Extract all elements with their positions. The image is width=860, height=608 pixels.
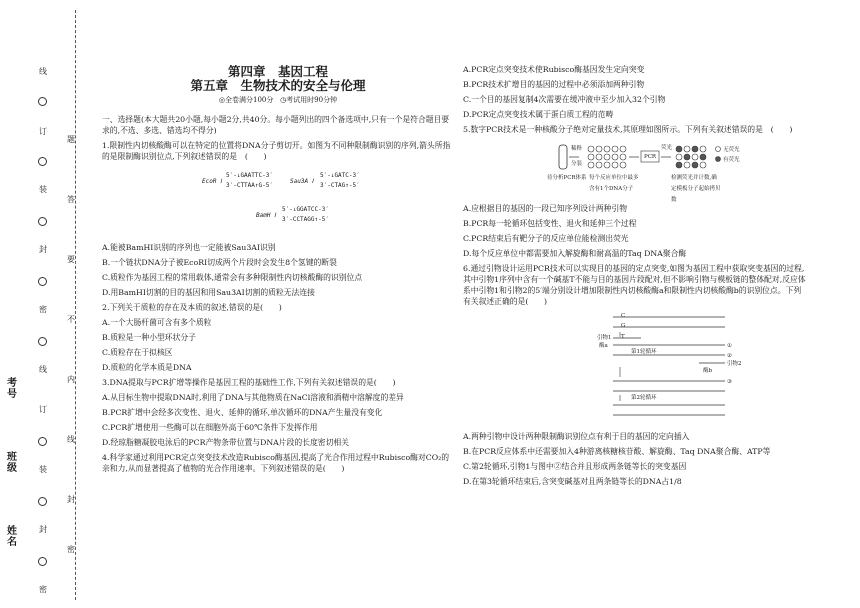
seal-char: 密 — [39, 305, 47, 314]
chapter-five-title: 第五章 生物技术的安全与伦理 — [190, 78, 366, 93]
question-6: 6.通过引物设计运用PCR技术可以实现目的基因的定点突变,如图为基因工程中获取突变基因的过程,其中引物1序列中含有一个碱基T不能与目的基因片段配对,但不影响引物与模板链的整体配对,反应体系中引物1和引物2的5′端分别设计增加限制性内切核酸酶a和限制性内切核酸酶b的识别位点。下列有关叙述正确的是( ) — [463, 264, 806, 306]
enzyme-a-label: 酶a — [599, 343, 608, 349]
dilute-label: 稀释 — [571, 146, 583, 152]
q2-option-b: B.质粒是一种小型环状分子 — [102, 333, 196, 342]
primer1-label: 引物1 — [597, 335, 612, 341]
class-field: 班级 — [7, 452, 17, 474]
exam-meta — [102, 95, 454, 106]
caption-detect-count: 检测荧光并计数,确定模板分子起始拷贝数 — [671, 175, 721, 203]
chapter-four-title: 第四章 基因工程 — [227, 64, 328, 79]
q2-option-a: A.一个大肠杆菌可含有多个质粒 — [102, 318, 212, 327]
seal-dashed-line — [75, 10, 76, 600]
caption-pcr-system: 待分析PCR体系 — [547, 175, 587, 181]
seal-char: 答 — [67, 195, 75, 204]
q1-option-d: D.用BamHⅠ切割的目的基因和用Sau3AⅠ切割的质粒无法连接 — [102, 288, 315, 297]
seal-char: 线 — [39, 365, 47, 374]
exam-time: 考试用时90分钟 — [286, 96, 338, 104]
ecori-label: EcoR Ⅰ — [202, 178, 222, 185]
bamhi-bottom-strand: 3′-CCTAGG↑-5′ — [282, 216, 329, 223]
restriction-enzyme-figure — [102, 166, 454, 236]
full-score: 全卷满分100分 — [225, 96, 274, 104]
question-4: 4.科学家通过利用PCR定点突变技术改造Rubisco酶基因,提高了光合作用过程中Rubisco酶对CO₂的亲和力,从而显著提高了植物的光合作用速率。下列叙述错误的是( ) — [102, 453, 450, 473]
binding-margin — [0, 0, 88, 608]
binding-hole — [38, 497, 47, 506]
bamhi-top-strand: 5′-↓GGATCC-3′ — [282, 206, 329, 213]
seal-char: 线 — [67, 435, 75, 444]
seal-char: 装 — [39, 185, 47, 194]
question-3: 3.DNA提取与PCR扩增等操作是基因工程的基础性工作,下列有关叙述错误的是( ) — [102, 378, 396, 387]
sau3ai-label: Sau3A Ⅰ — [290, 178, 314, 185]
enzyme-b-label: 酶b — [703, 368, 713, 374]
seal-char: 封 — [39, 245, 47, 254]
q5-option-c: C.PCR结束后有靶分子的反应单位能检测出荧光 — [463, 234, 629, 243]
digital-pcr-figure — [463, 139, 808, 203]
seal-char: 封 — [67, 495, 75, 504]
primer2-label: 引物2 — [727, 361, 742, 367]
question-2: 2.下列关于质粒的存在及本质的叙述,错误的是( ) — [102, 303, 282, 312]
seal-char: 密 — [39, 585, 47, 594]
q3-option-a: A.从目标生物中提取DNA时,利用了DNA与其他物质在NaCl溶液和酒精中溶解度的差异 — [102, 393, 404, 402]
seal-char: 内 — [67, 375, 75, 384]
seal-char: 订 — [39, 405, 47, 414]
template-strands — [613, 317, 725, 327]
binding-hole — [38, 337, 47, 346]
q2-option-d: D.质粒的化学本质是DNA — [102, 363, 192, 372]
base-c-label: C — [621, 313, 626, 319]
fluorescence-label: 荧光 — [661, 145, 673, 151]
sau3ai-top-strand: 5′-↓GATC-3′ — [320, 172, 360, 179]
seal-char: 线 — [39, 67, 47, 76]
marker-3: ③ — [727, 379, 732, 385]
seal-char: 订 — [39, 127, 47, 136]
seal-char: 封 — [39, 525, 47, 534]
tube-icon — [559, 145, 567, 169]
reaction-grid-after — [676, 146, 706, 168]
binding-hole — [38, 557, 47, 566]
q3-option-d: D.经琼脂糖凝胶电泳后的PCR产物条带位置与DNA片段的长度密切相关 — [102, 438, 349, 447]
fluor-legend-icon — [716, 157, 721, 162]
q3-option-b: B.PCR扩增中会经多次变性、退火、延伸的循环,单次循环的DNA产生量没有变化 — [102, 408, 383, 417]
section-instructions: 一、选择题(本大题共20小题,每小题2分,共40分。每小题列出的四个备选项中,只有一个是符合题目要求的,不选、多选、错选均不得分) — [102, 115, 450, 135]
question-1: 1.限制性内切核酸酶可以在特定的位置将DNA分子剪切开。如图为不同种限制酶识别的序列,箭头所指的是限制酶识别位点,下列叙述错误的是 ( ) — [102, 141, 451, 161]
q4-option-b: B.PCR技术扩增目的基因的过程中必须添加两种引物 — [463, 80, 645, 89]
q1-option-b: B.一个链状DNA分子被EcoRⅠ切成两个片段时会发生8个氢键的断裂 — [102, 258, 337, 267]
binding-hole — [38, 277, 47, 286]
no-fluor-legend-icon — [716, 147, 721, 152]
cycle1-label: 第1轮循环 — [631, 349, 657, 355]
seal-char: 密 — [67, 545, 75, 554]
score-icon: ◎ — [218, 96, 225, 104]
seal-char: 要 — [67, 255, 75, 264]
left-column — [102, 62, 454, 478]
seal-char: 题 — [67, 135, 75, 144]
q6-option-d: D.在第3轮循环结束后,含突变碱基对且两条链等长的DNA占1/8 — [463, 477, 682, 486]
marker-2: ② — [727, 353, 732, 359]
sau3ai-bottom-strand: 3′-CTAG↑-5′ — [320, 182, 360, 189]
q6-option-c: C.第2轮循环,引物1与图中②结合并且形成两条链等长的突变基因 — [463, 462, 687, 471]
q1-option-a: A.能被BamHⅠ识别的序列也一定能被Sau3AⅠ识别 — [102, 243, 276, 252]
q5-option-d: D.每个反应单位中都需要加入解旋酶和耐高温的Taq DNA聚合酶 — [463, 249, 687, 258]
base-g-label: G — [621, 323, 626, 329]
name-field: 姓名 — [7, 526, 17, 548]
right-column — [463, 64, 808, 491]
site-directed-mutagenesis-figure — [463, 311, 808, 427]
mutagenesis-diagram — [463, 311, 808, 427]
q4-option-c: C.一个目的基因复制4次需要在缓冲液中至少加入32个引物 — [463, 95, 666, 104]
base-t-label: T — [621, 334, 625, 340]
seal-char: 装 — [39, 465, 47, 474]
binding-hole — [38, 97, 47, 106]
marker-1: ① — [727, 343, 732, 349]
exam-number-field: 考号 — [7, 378, 17, 400]
q5-option-b: B.PCR每一轮循环包括变性、退火和延伸三个过程 — [463, 219, 637, 228]
pcr-label: PCR — [644, 154, 657, 160]
q4-option-a: A.PCR定点突变技术使Rubisco酶基因发生定向突变 — [463, 65, 645, 74]
q3-option-c: C.PCR扩增使用一些酶可以在细胞外高于60℃条件下发挥作用 — [102, 423, 318, 432]
seal-char: 不 — [67, 315, 75, 324]
ecori-top-strand: 5′-↓GAATTC-3′ — [226, 172, 273, 179]
distribute-label: 分装 — [571, 161, 583, 167]
clock-icon: ◷ — [280, 96, 287, 104]
q6-option-b: B.在PCR反应体系中还需要加入4种游离核糖核苷酸、解旋酶、Taq DNA聚合酶、ATP等 — [463, 447, 771, 456]
q2-option-c: C.质粒存在于拟核区 — [102, 348, 173, 357]
has-fluorescence-label: 有荧光 — [723, 157, 740, 163]
bamhi-label: BamH Ⅰ — [256, 212, 276, 219]
binding-hole — [38, 437, 47, 446]
question-5: 5.数字PCR技术是一种核酸分子绝对定量技术,其原理如图所示。下列有关叙述错误的是 ( ) — [463, 125, 793, 134]
reaction-grid-before — [588, 146, 626, 168]
ecori-bottom-strand: 3′-CTTAA↑G-5′ — [226, 182, 273, 189]
q4-option-d: D.PCR定点突变技术属于蛋白质工程的范畴 — [463, 110, 614, 119]
q5-option-a: A.应根据目的基因的一段已知序列设计两种引物 — [463, 204, 628, 213]
q1-option-c: C.质粒作为基因工程的常用载体,通常会有多种限制性内切核酸酶的识别位点 — [102, 273, 363, 282]
q6-option-a: A.两种引物中设计两种限制酶识别位点有利于目的基因的定向插入 — [463, 432, 690, 441]
binding-hole — [38, 217, 47, 226]
no-fluorescence-label: 无荧光 — [723, 147, 740, 153]
caption-reaction-unit: 每个反应单位中最多含有1个DNA分子 — [589, 175, 639, 192]
cycle2-label: 第2轮循环 — [631, 395, 657, 401]
binding-hole — [38, 157, 47, 166]
